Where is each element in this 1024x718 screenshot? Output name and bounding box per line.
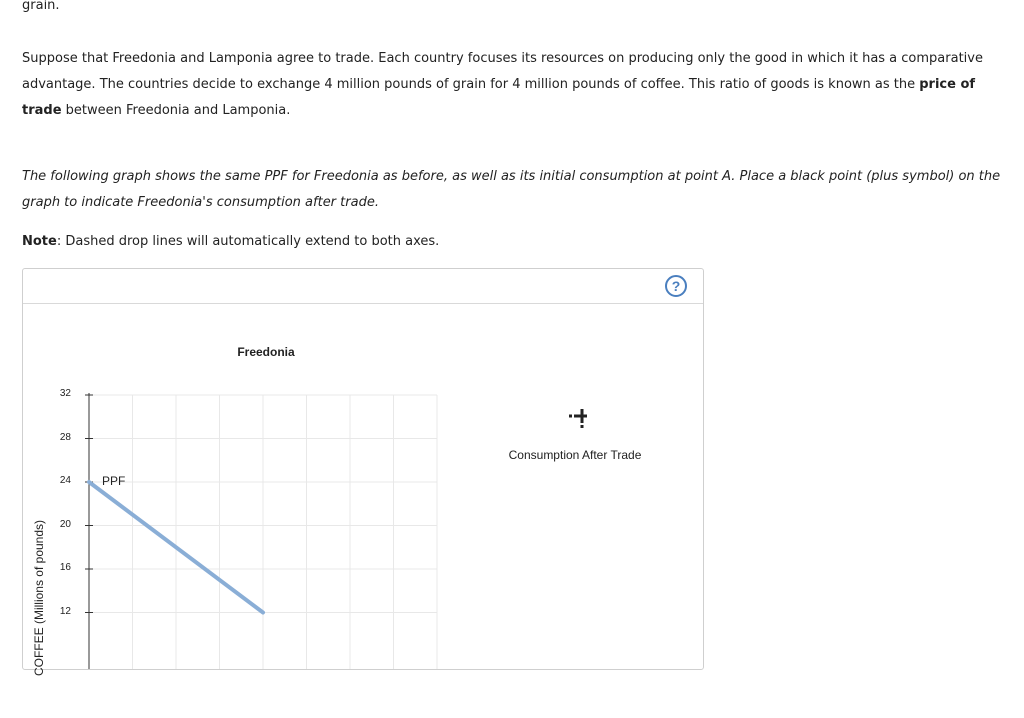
note-text: : Dashed drop lines will automatically extend to both axes. [56,234,440,249]
y-tick-label: 20 [59,518,71,530]
graph-panel: ? Freedonia COFFEE (Millions of pounds) 32 28 24 20 16 12 PPF Consumption After Trade [22,268,704,670]
consumption-after-trade-label[interactable]: Consumption After Trade [508,448,642,462]
intro-fragment: grain. [22,0,60,13]
y-tick-label: 28 [59,431,71,443]
chart-grid [89,395,437,669]
ppf-chart[interactable] [23,269,703,669]
note-label: Note [22,234,57,249]
chart-title: Freedonia [237,345,295,359]
y-tick-label: 32 [59,388,71,399]
ppf-label: PPF [102,474,126,488]
note-paragraph [22,229,1014,255]
consumption-after-trade-tool [569,409,587,428]
help-icon[interactable]: ? [665,275,687,297]
trade-paragraph [22,46,1014,124]
trade-text-1: Suppose that Freedonia and Lamponia agree to trade. Each country focuses its resources on producing only the good in which it has a comparative advantage. The countries decide to exchange 4 million pounds of grain for 4 million pounds of coffee. This ratio of goods is known as the [22,51,983,92]
y-tick-label: 24 [59,475,71,486]
trade-text-2: between Freedonia and Lamponia. [61,103,291,118]
instruction-paragraph: The following graph shows the same PPF for Freedonia as before, as well as its initial consumption at point A. Place a black point (plus symbol) on the graph to indicate Freedonia's consumption after trade. [22,169,1001,210]
y-tick-label: 16 [59,562,71,573]
price-of-trade-term: price of trade [22,77,976,118]
y-tick-label: 12 [59,605,71,617]
